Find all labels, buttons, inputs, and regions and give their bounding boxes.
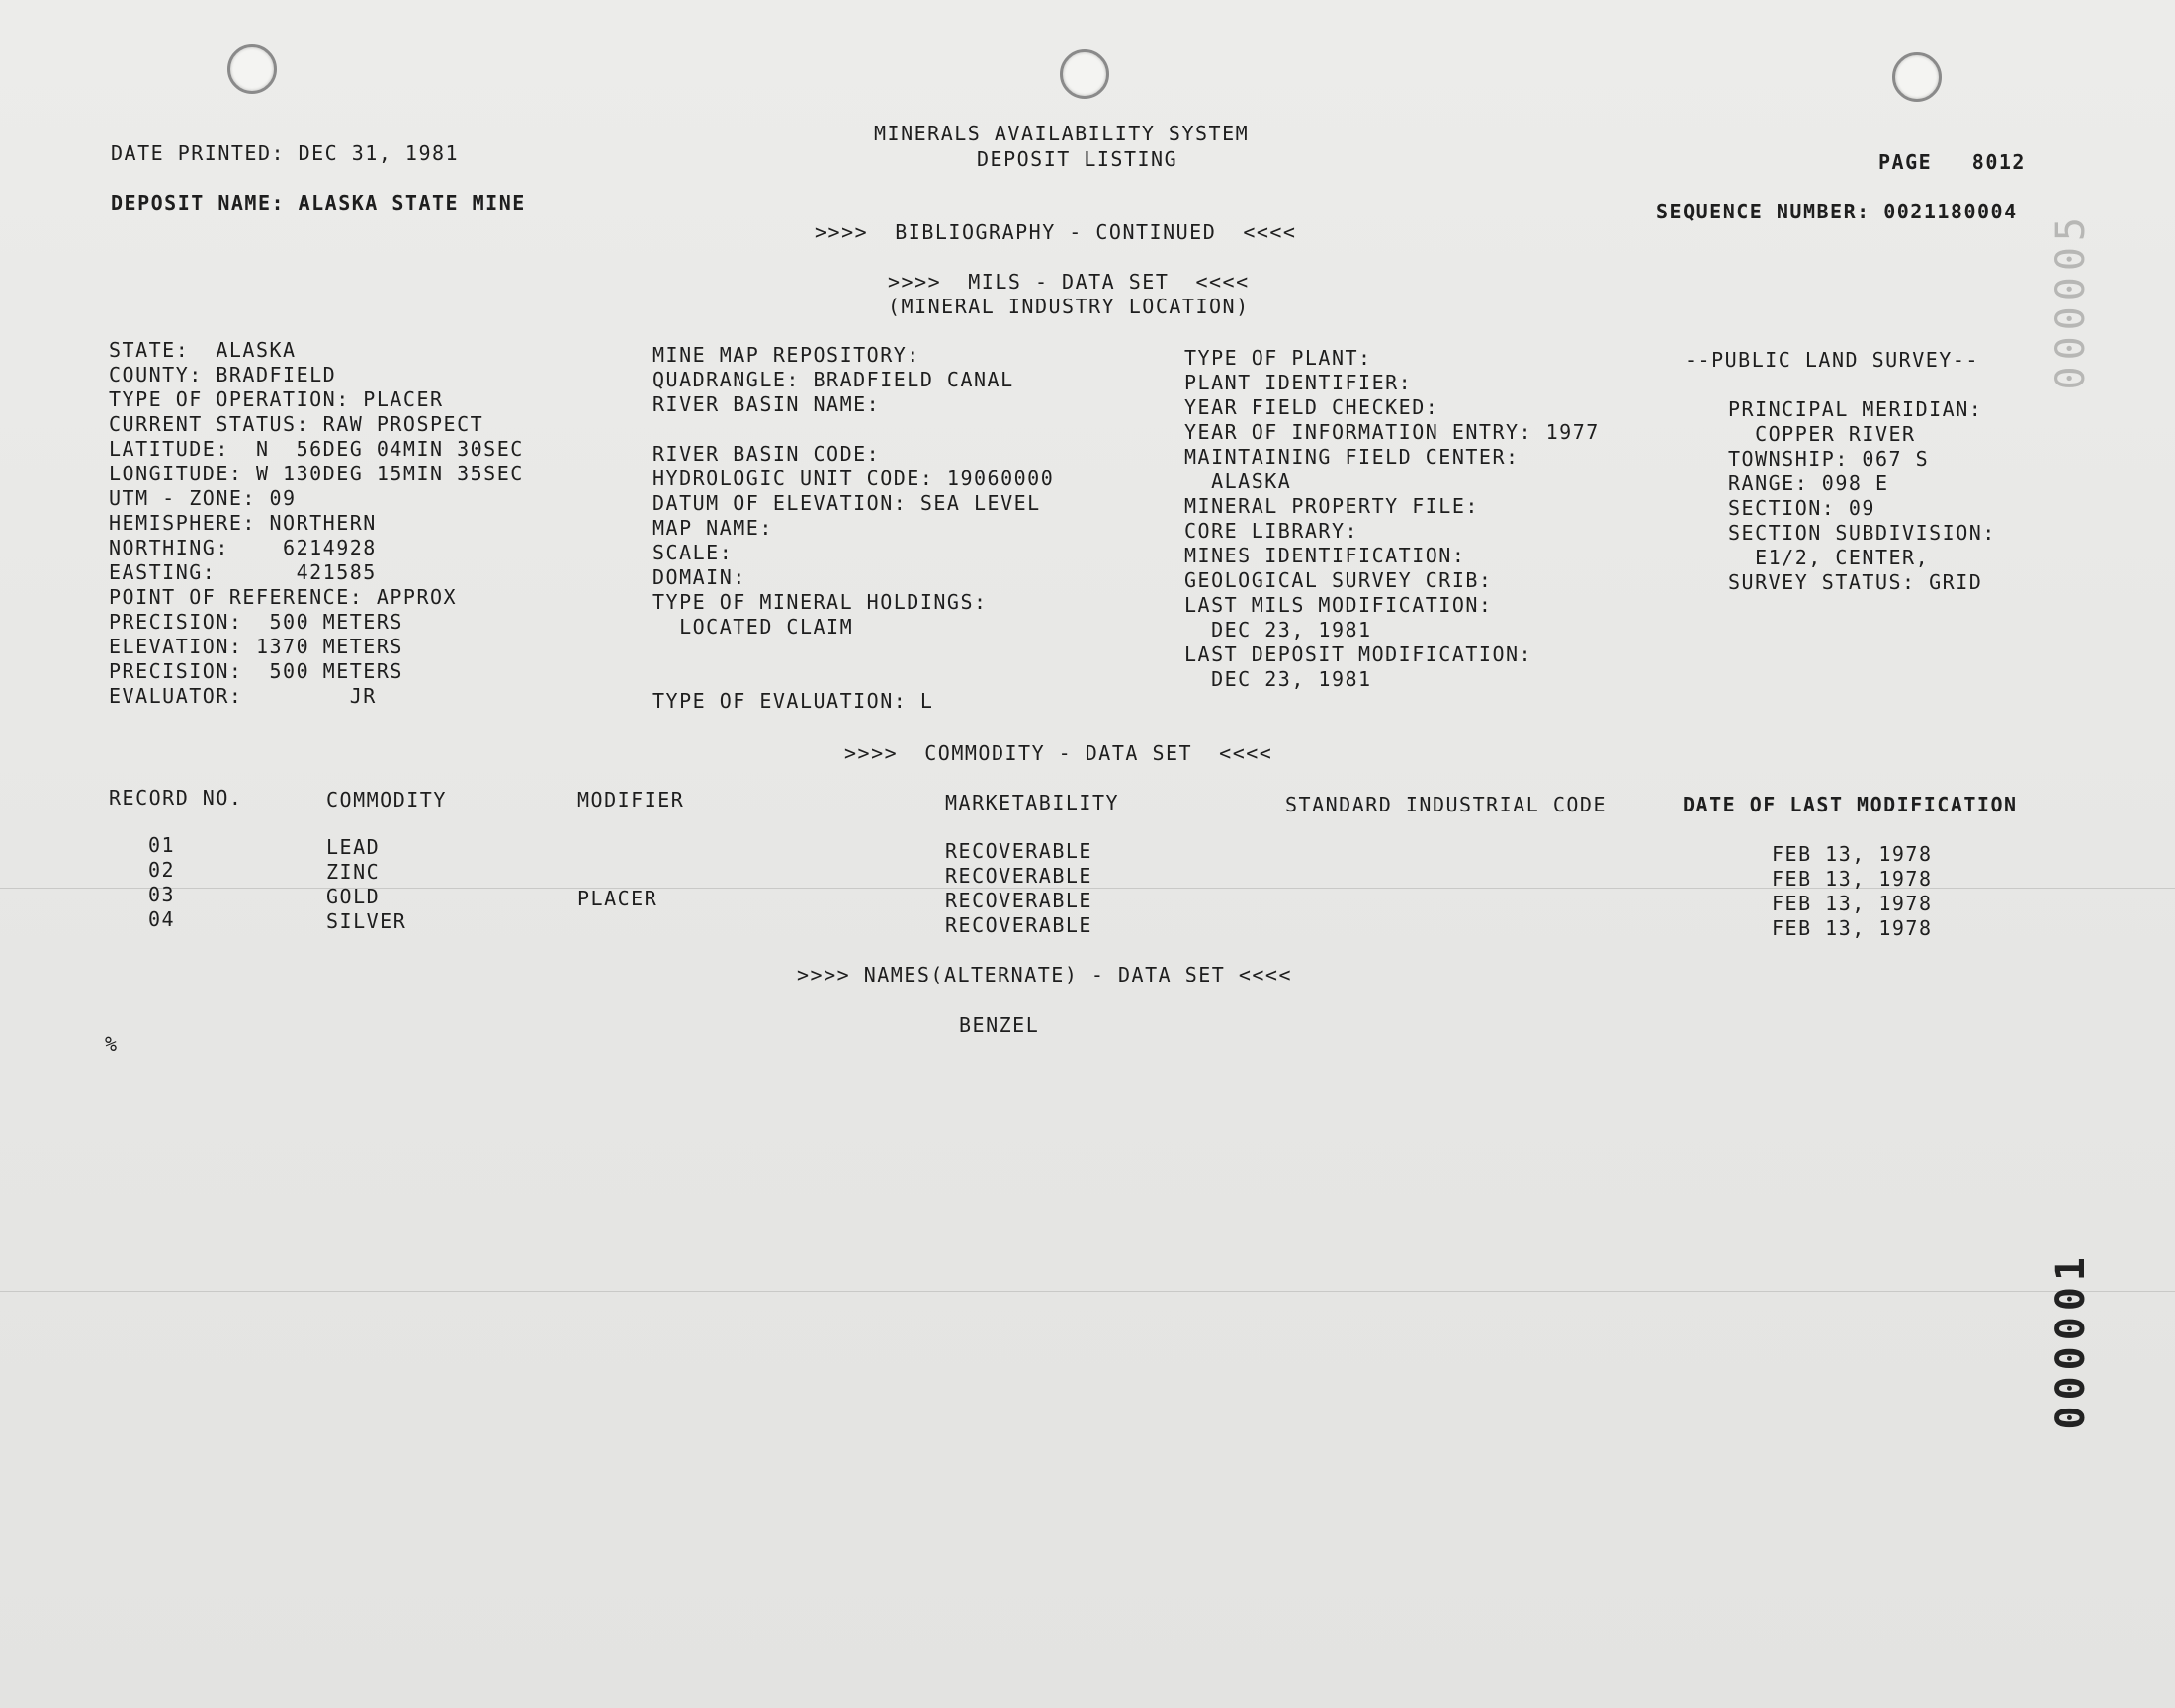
field-line [652,664,1054,689]
field-line: DATUM OF ELEVATION: SEA LEVEL [652,491,1041,515]
land-survey-column [1728,397,1996,595]
row-record-no: 02 [148,858,176,882]
field-line [652,640,1054,664]
header-modifier: MODIFIER [577,788,685,811]
field-line: TOWNSHIP: 067 S [1728,447,1930,470]
field-line: PRECISION: 500 METERS [109,610,403,634]
row-commodity: GOLD [326,885,381,908]
field-line: LAST MILS MODIFICATION: [1184,593,1493,617]
field-line: RIVER BASIN NAME: [652,392,881,416]
listing-title: DEPOSIT LISTING [977,147,1178,171]
public-land-survey-heading: --PUBLIC LAND SURVEY-- [1685,348,1979,372]
field-line: DEC 23, 1981 [1184,618,1372,641]
row-marketability: RECOVERABLE [945,889,1092,912]
field-line: ALASKA [1184,470,1292,493]
field-line: ELEVATION: 1370 METERS [109,635,403,658]
field-line: PLANT IDENTIFIER: [1184,371,1413,394]
field-line: UTM - ZONE: 09 [109,486,297,510]
system-title: MINERALS AVAILABILITY SYSTEM [874,122,1250,145]
field-line: HYDROLOGIC UNIT CODE: 19060000 [652,467,1055,490]
punch-hole [1060,49,1109,99]
mils-heading: >>>> MILS - DATA SET <<<< [888,270,1250,294]
mils-subheading: (MINERAL INDUSTRY LOCATION) [888,295,1250,318]
footer-mark: % [105,1032,119,1056]
field-line: SCALE: [652,541,734,564]
row-record-no: 01 [148,833,176,857]
field-line: TYPE OF MINERAL HOLDINGS: [652,590,988,614]
header-sic: STANDARD INDUSTRIAL CODE [1285,793,1607,816]
header-record-no: RECORD NO. [109,786,243,810]
row-record-no: 03 [148,883,176,906]
field-line: TYPE OF EVALUATION: L [652,689,934,713]
field-line: POINT OF REFERENCE: APPROX [109,585,458,609]
field-line [652,417,1054,442]
field-line: MAP NAME: [652,516,773,540]
row-marketability: RECOVERABLE [945,913,1092,937]
field-line: LONGITUDE: W 130DEG 15MIN 35SEC [109,462,524,485]
field-line: CORE LIBRARY: [1184,519,1359,543]
margin-stamp-lower: 000001 [2048,1251,2094,1430]
field-line: DOMAIN: [652,565,746,589]
field-line: SECTION SUBDIVISION: [1728,521,1996,545]
field-line: COPPER RIVER [1728,422,1916,446]
row-modifier: PLACER [577,887,658,910]
field-line: LOCATED CLAIM [652,615,854,639]
field-line: SURVEY STATUS: GRID [1728,570,1983,594]
field-line: RIVER BASIN CODE: [652,442,881,466]
field-line: MINES IDENTIFICATION: [1184,544,1466,567]
row-commodity: LEAD [326,835,381,859]
row-record-no: 04 [148,907,176,931]
names-heading: >>>> NAMES(ALTERNATE) - DATA SET <<<< [797,963,1293,986]
date-printed: DATE PRINTED: DEC 31, 1981 [111,141,460,165]
field-line: E1/2, CENTER, [1728,546,1930,569]
map-fields-column [652,343,1054,714]
row-commodity: ZINC [326,860,381,884]
field-line: COUNTY: BRADFIELD [109,363,337,386]
row-commodity: SILVER [326,909,407,933]
plant-fields-column [1184,346,1600,692]
field-line: YEAR FIELD CHECKED: [1184,395,1439,419]
field-line: MAINTAINING FIELD CENTER: [1184,445,1520,469]
row-date-modified: FEB 13, 1978 [1772,842,1933,866]
field-line: LAST DEPOSIT MODIFICATION: [1184,642,1533,666]
field-line: YEAR OF INFORMATION ENTRY: 1977 [1184,420,1600,444]
row-date-modified: FEB 13, 1978 [1772,867,1933,891]
field-line: EVALUATOR: JR [109,684,377,708]
field-line: PRINCIPAL MERIDIAN: [1728,397,1983,421]
margin-stamp-upper: 000005 [2048,212,2094,390]
field-line: EASTING: 421585 [109,560,377,584]
alternate-name: BENZEL [959,1013,1040,1037]
fold-line [0,1291,2175,1292]
row-date-modified: FEB 13, 1978 [1772,916,1933,940]
deposit-name: DEPOSIT NAME: ALASKA STATE MINE [111,191,526,214]
field-line: MINE MAP REPOSITORY: [652,343,920,367]
field-line: PRECISION: 500 METERS [109,659,403,683]
page-number: PAGE 8012 [1878,150,2026,174]
field-line: HEMISPHERE: NORTHERN [109,511,377,535]
header-commodity: COMMODITY [326,788,447,811]
field-line: MINERAL PROPERTY FILE: [1184,494,1479,518]
field-line: CURRENT STATUS: RAW PROSPECT [109,412,484,436]
commodity-heading: >>>> COMMODITY - DATA SET <<<< [844,741,1273,765]
field-line: RANGE: 098 E [1728,471,1889,495]
header-marketability: MARKETABILITY [945,791,1120,814]
field-line: NORTHING: 6214928 [109,536,377,559]
field-line: STATE: ALASKA [109,338,297,362]
field-line: QUADRANGLE: BRADFIELD CANAL [652,368,1014,391]
location-fields-column [109,338,524,709]
row-marketability: RECOVERABLE [945,864,1092,888]
sequence-number: SEQUENCE NUMBER: 0021180004 [1656,200,2018,223]
row-date-modified: FEB 13, 1978 [1772,892,1933,915]
field-line: SECTION: 09 [1728,496,1875,520]
field-line: TYPE OF PLANT: [1184,346,1372,370]
header-date-modified: DATE OF LAST MODIFICATION [1683,793,2018,816]
punch-hole [1892,52,1942,102]
field-line: GEOLOGICAL SURVEY CRIB: [1184,568,1493,592]
field-line: DEC 23, 1981 [1184,667,1372,691]
field-line: LATITUDE: N 56DEG 04MIN 30SEC [109,437,524,461]
field-line: TYPE OF OPERATION: PLACER [109,387,444,411]
bibliography-heading: >>>> BIBLIOGRAPHY - CONTINUED <<<< [815,220,1297,244]
row-marketability: RECOVERABLE [945,839,1092,863]
punch-hole [227,44,277,94]
